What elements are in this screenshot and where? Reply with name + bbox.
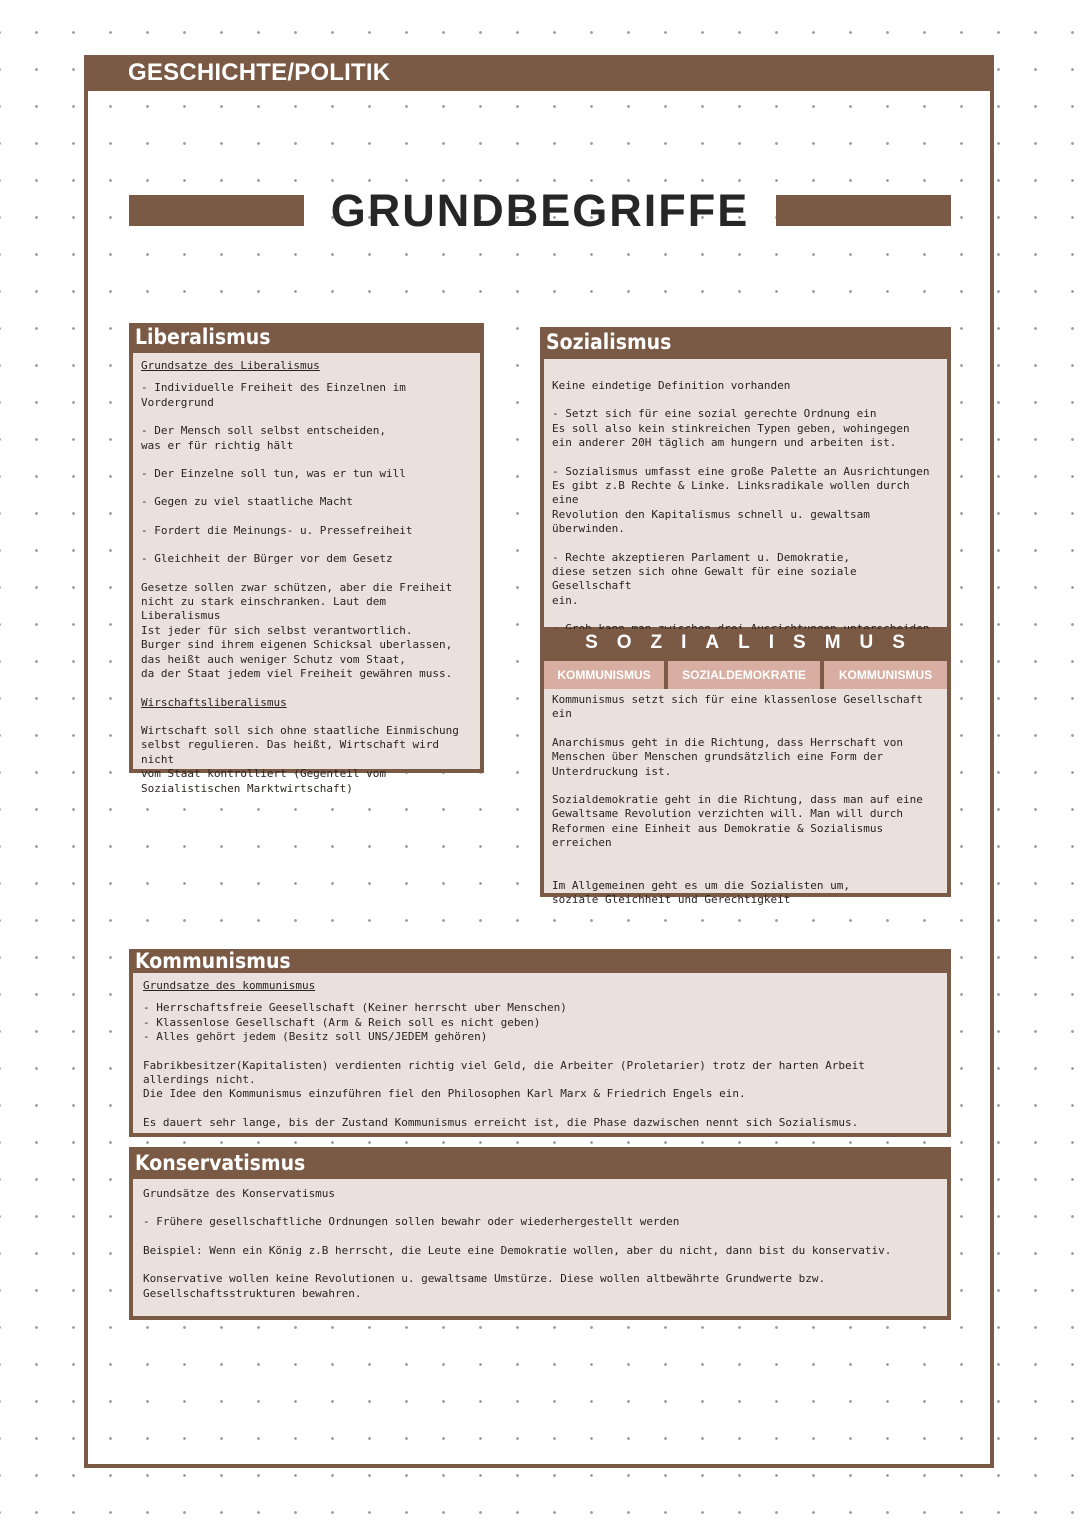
sozialismus-detail: Kommunismus setzt sich für eine klassenlose Gesellschaft ein [552,693,923,721]
liberalismus-heading: Liberalismus [135,325,271,349]
sozialismus-band: SOZIALISMUS [540,629,951,657]
liberalismus-paragraph: Gesetze sollen zwar schützen, aber die Freiheit nicht zu stark einschranken. Laut dem Liberalismus Ist jeder für sich selbst verantwortlich. Burger sind ihrem eigenen Schicksal uberlassen, das heißt auch weniger Schutz vom Staat, da der Staat jedem viel Freiheit gewähren muss. [141,580,453,681]
kommunismus-paragraph-2: Es dauert sehr lange, bis der Zustand Kommunismus erreicht ist, die Phase dazwischen nennt sich Sozialismus. [143,1115,859,1129]
title-bar-left [129,195,304,226]
tab-kommunismus: KOMMUNISMUS [544,661,664,689]
konservatismus-heading: Konservatismus [135,1151,306,1175]
list-item: - Der Mensch soll selbst entscheiden, was er für richtig hält [141,424,387,452]
konservatismus-example: Beispiel: Wenn ein König z.B herrscht, die Leute eine Demokratie wollen, aber du nicht, dann bist du konservativ. [143,1243,892,1257]
list-item: - Setzt sich für eine sozial gerechte Ordnung ein Es soll also kein stinkreichen Typen geben, wohingegen ein anderer 20H täglich am hungern und arbeiten ist. [552,407,910,450]
sozialismus-box [540,327,951,907]
konservatismus-paragraph: Konservative wollen keine Revolutionen u. gewaltsame Umstürze. Diese wollen altbewährte Grundwerte bzw. Gesellschaftsstrukturen bewahren. [143,1272,826,1300]
liberalismus-box [129,323,484,795]
list-item: - Alles gehört jedem (Besitz soll UNS/JEDEM gehören) [143,1030,488,1044]
liberalismus-principles-title: Grundsatze des Liberalismus [141,359,320,372]
subject-header: GESCHICHTE/POLITIK [84,55,994,91]
sozialismus-intro: Keine eindetige Definition vorhanden [552,379,791,392]
liberalismus-econ-text: Wirtschaft soll sich ohne staatliche Einmischung selbst regulieren. Das heißt, Wirtschaft wird nicht vom Staat kontrolliert (Gegenteil vom Sozialistischen Marktwirtschaft) [141,723,459,795]
kommunismus-paragraph-1: Fabrikbesitzer(Kapitalisten) verdienten richtig viel Geld, die Arbeiter (Proletarier) trotz der harten Arbeit allerdings nicht. Die Idee den Kommunismus einzuführen fiel den Philosophen Karl Marx & Friedrich Engels ein. [143,1058,865,1101]
list-item: - Der Einzelne soll tun, was er tun will [141,467,406,481]
kommunismus-body [133,973,947,1133]
kommunismus-heading: Kommunismus [135,949,291,973]
list-item: - Gegen zu viel staatliche Macht [141,495,353,509]
konservatismus-body [133,1179,947,1316]
konservatismus-point: - Frühere gesellschaftliche Ordnungen sollen bewahr oder wiederhergestellt werden [143,1215,680,1229]
sozialismus-heading: Sozialismus [546,330,672,354]
list-item: - Fordert die Meinungs- u. Pressefreiheit [141,523,413,537]
list-item: - Individuelle Freiheit des Einzelnen im Vordergrund [141,381,406,409]
sozialismus-detail: Sozialdemokratie geht in die Richtung, dass man auf eine Gewaltsame Revolution verzichten will. Man will durch Reformen eine Einheit aus Demokratie & Sozialismus erreichen [552,793,923,850]
list-item: - Sozialismus umfasst eine große Palette an Ausrichtungen Es gibt z.B Rechte & Linke. Linksradikale wollen durch eine Revolution den Kapitalismus schnell u. gewaltsam überwinden. [552,464,930,536]
liberalismus-econ-title: Wirschaftsliberalismus [141,695,287,709]
title-bar-right [776,195,951,226]
sozialismus-detail: Anarchismus geht in die Richtung, dass Herrschaft von Menschen über Menschen grundsätzlich eine Form der Unterdruckung ist. [552,735,903,778]
list-item: - Herrschaftsfreie Geesellschaft (Keiner herrscht uber Menschen) [143,1001,567,1015]
kommunismus-box [129,949,951,1137]
sozialismus-lower-body [544,689,947,907]
page-title: GRUNDBEGRIFFE [330,185,750,236]
sozialismus-upper-body [544,359,947,627]
liberalismus-body [133,353,480,795]
list-item: - Klassenlose Gesellschaft (Arm & Reich soll es nicht geben) [143,1015,541,1029]
kommunismus-principles-title: Grundsatze des kommunismus [143,979,316,992]
konservatismus-principles-title: Grundsätze des Konservatismus [143,1187,336,1200]
sozialismus-detail: Im Allgemeinen geht es um die Sozialisten um, soziale Gleichheit und Gerechtigkeit [552,878,851,907]
tab-kommunismus-2: KOMMUNISMUS [824,661,947,689]
list-item: - Rechte akzeptieren Parlament u. Demokratie, diese setzen sich ohne Gewalt für eine soziale Gesellschaft ein. [552,550,857,607]
tab-sozialdemokratie: SOZIALDEMOKRATIE [668,661,820,689]
konservatismus-box [129,1147,951,1320]
list-item: - Gleichheit der Bürger vor dem Gesetz [141,552,393,566]
